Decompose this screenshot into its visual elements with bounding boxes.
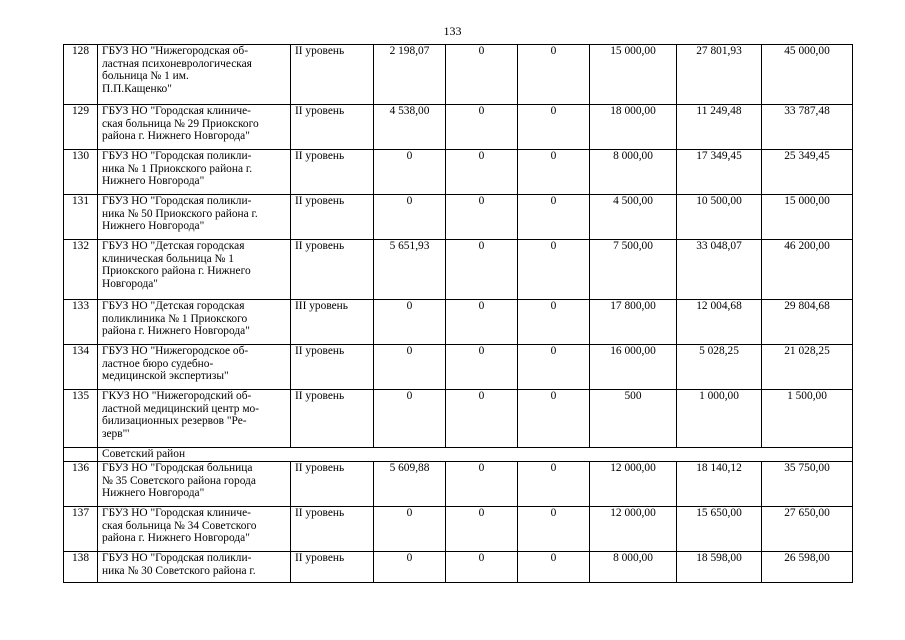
institution-name-line: ская больница № 29 Приокского	[102, 117, 259, 130]
amount-col-4: 12 000,00	[590, 507, 677, 552]
institution-name-line: ГБУЗ НО "Нижегородская об-	[102, 45, 249, 57]
amount-col-5: 27 801,93	[677, 45, 762, 105]
table-row	[64, 150, 853, 195]
institution-name-line: ГБУЗ НО "Городская поликли-	[102, 150, 252, 162]
institution-name	[98, 105, 291, 150]
amount-col-5: 33 048,07	[677, 240, 762, 300]
district-row	[64, 448, 853, 462]
institution-name-line: П.П.Кащенко"	[102, 82, 172, 95]
care-level: II уровень	[291, 390, 374, 448]
institution-name	[98, 45, 291, 105]
table-row	[64, 240, 853, 300]
amount-col-3: 0	[518, 507, 590, 552]
institution-name-line: ГБУЗ НО "Городская клиниче-	[102, 507, 251, 519]
institution-name	[98, 150, 291, 195]
institution-name	[98, 345, 291, 390]
institution-name-line: билизационных резервов "Ре-	[102, 415, 247, 428]
care-level: II уровень	[291, 507, 374, 552]
amount-col-6: 21 028,25	[762, 345, 853, 390]
amount-col-6: 33 787,48	[762, 105, 853, 150]
amount-col-3: 0	[518, 462, 590, 507]
amount-col-3: 0	[518, 390, 590, 448]
table-row	[64, 507, 853, 552]
institution-name-line: Нижнего Новгорода"	[102, 175, 205, 188]
care-level: II уровень	[291, 240, 374, 300]
amount-col-4: 18 000,00	[590, 105, 677, 150]
amount-col-1: 5 609,88	[374, 462, 446, 507]
table-row	[64, 345, 853, 390]
institution-name-line: ника № 50 Приокского района г.	[102, 207, 258, 220]
amount-col-1: 0	[374, 390, 446, 448]
district-empty-cell	[64, 448, 98, 462]
institution-name-line: ластная психоневрологическая	[102, 57, 252, 70]
amount-col-5: 18 140,12	[677, 462, 762, 507]
institution-name-line: медицинской экспертизы"	[102, 370, 229, 383]
care-level: II уровень	[291, 150, 374, 195]
amount-col-2: 0	[446, 507, 518, 552]
row-number: 133	[64, 300, 98, 345]
amount-col-3: 0	[518, 105, 590, 150]
amount-col-1: 0	[374, 195, 446, 240]
institution-name-line: Приокского района г. Нижнего	[102, 265, 251, 278]
amount-col-5: 5 028,25	[677, 345, 762, 390]
institution-name-line: ластное бюро судебно-	[102, 357, 214, 370]
institution-name-line: ГБУЗ НО "Городская поликли-	[102, 195, 252, 207]
amount-col-6: 25 349,45	[762, 150, 853, 195]
amount-col-2: 0	[446, 150, 518, 195]
institution-name-line: Новгорода"	[102, 277, 158, 290]
table-row	[64, 390, 853, 448]
amount-col-1: 0	[374, 552, 446, 583]
amount-col-2: 0	[446, 300, 518, 345]
row-number: 138	[64, 552, 98, 583]
amount-col-4: 12 000,00	[590, 462, 677, 507]
care-level: II уровень	[291, 462, 374, 507]
amount-col-5: 12 004,68	[677, 300, 762, 345]
amount-col-6: 45 000,00	[762, 45, 853, 105]
institution-name-line: ГБУЗ НО "Детская городская	[102, 240, 245, 252]
row-number: 131	[64, 195, 98, 240]
amount-col-3: 0	[518, 300, 590, 345]
row-number: 135	[64, 390, 98, 448]
institution-name-line: ГБУЗ НО "Нижегородское об-	[102, 345, 249, 357]
amount-col-1: 0	[374, 300, 446, 345]
institution-name-line: больница № 1 им.	[102, 70, 189, 83]
row-number: 129	[64, 105, 98, 150]
table-row	[64, 45, 853, 105]
table-row	[64, 195, 853, 240]
institution-name	[98, 195, 291, 240]
amount-col-1: 4 538,00	[374, 105, 446, 150]
care-level: III уровень	[291, 300, 374, 345]
amount-col-1: 0	[374, 345, 446, 390]
table-row	[64, 105, 853, 150]
row-number: 134	[64, 345, 98, 390]
amount-col-1: 0	[374, 150, 446, 195]
amount-col-6: 26 598,00	[762, 552, 853, 583]
institution-name-line: зерв"'	[102, 427, 130, 440]
amount-col-2: 0	[446, 105, 518, 150]
row-number: 136	[64, 462, 98, 507]
care-level: II уровень	[291, 195, 374, 240]
row-number: 137	[64, 507, 98, 552]
amount-col-2: 0	[446, 45, 518, 105]
amount-col-6: 15 000,00	[762, 195, 853, 240]
amount-col-1: 0	[374, 507, 446, 552]
institution-name	[98, 240, 291, 300]
care-level: II уровень	[291, 552, 374, 583]
institution-name	[98, 462, 291, 507]
amount-col-4: 16 000,00	[590, 345, 677, 390]
row-number: 132	[64, 240, 98, 300]
amount-col-3: 0	[518, 150, 590, 195]
amount-col-6: 1 500,00	[762, 390, 853, 448]
institution-name-line: ника № 1 Приокского района г.	[102, 162, 253, 175]
amount-col-5: 10 500,00	[677, 195, 762, 240]
institution-name-line: района г. Нижнего Новгорода"	[102, 532, 250, 545]
amount-col-4: 8 000,00	[590, 552, 677, 583]
table-body	[64, 45, 853, 583]
amount-col-2: 0	[446, 195, 518, 240]
table-row	[64, 300, 853, 345]
amount-col-3: 0	[518, 345, 590, 390]
institution-name-line: ГБУЗ НО "Городская поликли-	[102, 552, 252, 564]
institution-name-line: ластной медицинский центр мо-	[102, 402, 260, 415]
amount-col-2: 0	[446, 345, 518, 390]
amount-col-3: 0	[518, 45, 590, 105]
institution-name-line: района г. Нижнего Новгорода"	[102, 325, 250, 338]
amount-col-1: 5 651,93	[374, 240, 446, 300]
institution-name	[98, 300, 291, 345]
table-row	[64, 462, 853, 507]
amount-col-3: 0	[518, 195, 590, 240]
row-number: 128	[64, 45, 98, 105]
amount-col-6: 29 804,68	[762, 300, 853, 345]
page-number: 133	[443, 24, 462, 38]
institution-name-line: ская больница № 34 Советского	[102, 519, 257, 532]
institution-name-line: ГКУЗ НО "Нижегородский об-	[102, 390, 252, 402]
institution-name-line: ГБУЗ НО "Детская городская	[102, 300, 245, 312]
amount-col-4: 7 500,00	[590, 240, 677, 300]
amount-col-5: 15 650,00	[677, 507, 762, 552]
institution-name-line: Нижнего Новгорода"	[102, 487, 205, 500]
district-label: Советский район	[98, 448, 853, 462]
amount-col-5: 18 598,00	[677, 552, 762, 583]
amount-col-5: 11 249,48	[677, 105, 762, 150]
amount-col-5: 1 000,00	[677, 390, 762, 448]
amount-col-4: 15 000,00	[590, 45, 677, 105]
amount-col-6: 46 200,00	[762, 240, 853, 300]
care-level: II уровень	[291, 345, 374, 390]
institution-name	[98, 507, 291, 552]
amount-col-4: 8 000,00	[590, 150, 677, 195]
institution-name-line: района г. Нижнего Новгорода"	[102, 130, 250, 143]
table-row	[64, 552, 853, 583]
amount-col-2: 0	[446, 552, 518, 583]
amount-col-4: 500	[590, 390, 677, 448]
amount-col-2: 0	[446, 390, 518, 448]
amount-col-2: 0	[446, 462, 518, 507]
institution-name-line: ГБУЗ НО "Городская больница	[102, 462, 253, 474]
budget-table	[63, 44, 853, 583]
amount-col-1: 2 198,07	[374, 45, 446, 105]
institution-name-line: Нижнего Новгорода"	[102, 220, 205, 233]
institution-name	[98, 390, 291, 448]
care-level: II уровень	[291, 105, 374, 150]
row-number: 130	[64, 150, 98, 195]
amount-col-6: 35 750,00	[762, 462, 853, 507]
amount-col-2: 0	[446, 240, 518, 300]
institution-name-line: № 35 Советского района города	[102, 474, 256, 487]
amount-col-3: 0	[518, 240, 590, 300]
amount-col-5: 17 349,45	[677, 150, 762, 195]
institution-name-line: ника № 30 Советского района г.	[102, 564, 256, 577]
institution-name	[98, 552, 291, 583]
institution-name-line: поликлиника № 1 Приокского	[102, 312, 248, 325]
amount-col-4: 17 800,00	[590, 300, 677, 345]
amount-col-6: 27 650,00	[762, 507, 853, 552]
amount-col-3: 0	[518, 552, 590, 583]
institution-name-line: ГБУЗ НО "Городская клиниче-	[102, 105, 251, 117]
amount-col-4: 4 500,00	[590, 195, 677, 240]
care-level: II уровень	[291, 45, 374, 105]
institution-name-line: клиническая больница № 1	[102, 252, 234, 265]
